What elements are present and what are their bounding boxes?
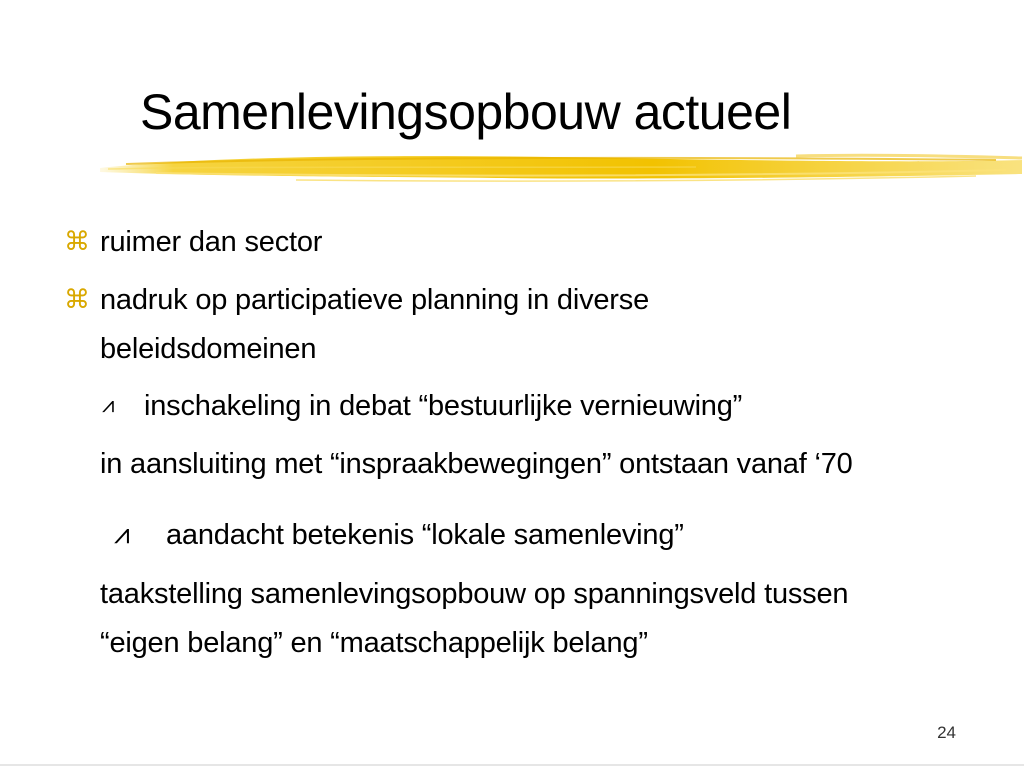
sub-list-item: aandacht betekenis “lokale samenleving” xyxy=(166,519,684,551)
slide-title: Samenlevingsopbouw actueel xyxy=(140,84,792,140)
list-text: taakstelling samenlevingsopbouw op spanningsveld tussen xyxy=(100,578,849,610)
arrow-caret-icon: ⩘ xyxy=(102,393,115,418)
list-item: nadruk op participatieve planning in diverse xyxy=(100,284,649,316)
command-key-icon: ⌘ xyxy=(64,227,90,257)
list-text: “eigen belang” en “maatschappelijk belang” xyxy=(100,627,648,659)
sub-list-item: inschakeling in debat “bestuurlijke vernieuwing” xyxy=(144,390,743,422)
list-item: ruimer dan sector xyxy=(100,226,323,258)
title-underline-brushstroke xyxy=(96,146,1024,190)
list-item-continuation: beleidsdomeinen xyxy=(100,333,317,365)
command-key-icon: ⌘ xyxy=(64,285,90,315)
list-text: in aansluiting met “inspraakbewegingen” ontstaan vanaf ‘70 xyxy=(100,448,853,480)
page-number: 24 xyxy=(937,723,956,742)
footer-divider xyxy=(0,764,1024,766)
arrow-caret-icon: ⩘ xyxy=(114,517,130,550)
